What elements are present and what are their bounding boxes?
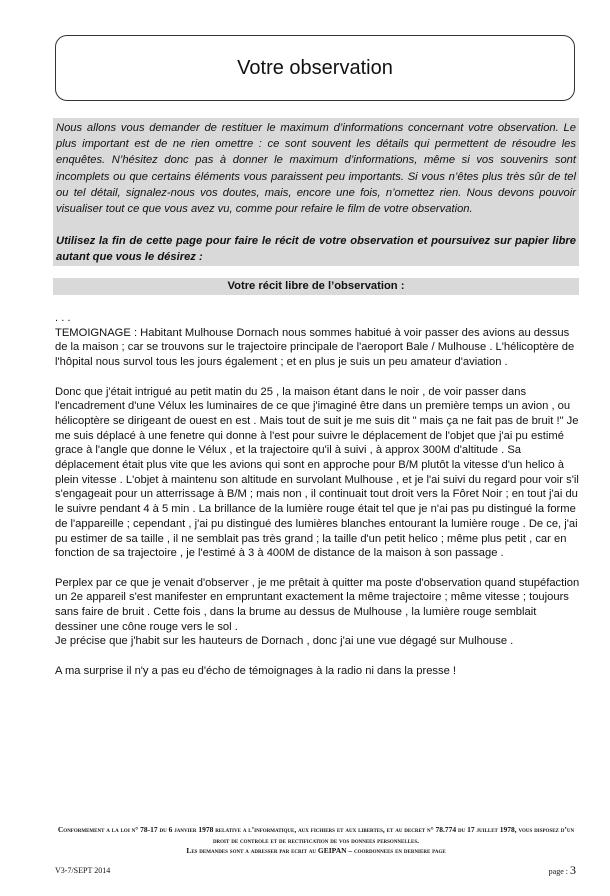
page-title: Votre observation: [55, 35, 575, 101]
section-header: Votre récit libre de l’observation :: [53, 278, 579, 295]
intro-instruction: Utilisez la fin de cette page pour faire le récit de votre observation et poursuivez sur papier libre autant que vous le désirez :: [56, 235, 576, 264]
page-number-value: 3: [570, 863, 576, 877]
page-number: [549, 863, 576, 878]
page-label: page :: [548, 867, 568, 876]
narrative-paragraph-2: Donc que j'était intrigué au petit matin du 25 , la maison étant dans le noir , de voir passer dans l'encadrement d'une Vélux les luminaires de ce que j'imaginé être dans un première temps un avion , ou hélicoptère se dirigeant de ouest en est . Mais tout de suit je me suis dit " mais ça ne fait pas de bruit !" Je me suis déplacé à une fenetre qui donne à l'est pour suivre le déplacement de l'objet que j'ai pu estimé grace à l'angle que donne le Vélux , et la trajectoire qu'il à suivi , à approx 300M d'altitude . Sa déplacement était plus vite que les avions qui sont en approche pour B/M plutôt la vitesse d'un helico à plein vitesse . L'objet à maintenu son altitude en survolant Mulhouse , et je l'ai suivi du regard pour voir s'il s'engageait pour un atterrissage à B/M ; mais non , il continuait tout droit vers la Fôret Noir ; en tout j'ai du le suivre pendant 4 à 5 min . La brillance de la lumière rouge était tel que je n'ai pas pu distingué la forme de l'appareille ; cependant , j'ai pu distingué des lumières blanches entourant la lumière rouge . De ce, j'ai pu estimer de sa taille , il ne semblait pas très grand ; la taille d'un petit helico ; même plus petit , car en fonction de sa trajectoire , je l'estimé à 3 à 400M de distance de la maison à son passage .: [55, 385, 579, 560]
intro-box: [53, 118, 579, 266]
narrative-paragraph-1: . . . TEMOIGNAGE : Habitant Mulhouse Dornach nous sommes habitué à voir passer des avions au dessus de la maison ; car se trouvons sur le trajectoire principale de l'aeroport Bale / Mulhouse . L'hélicoptère de l'hôpital nous survol tous les jours également ; et en plus je suis un peu amateur d'aviation .: [55, 312, 575, 369]
narrative-paragraph-5: A ma surprise il n'y a pas eu d'écho de témoignages à la radio ni dans la presse !: [55, 664, 457, 677]
narrative-paragraph-4: Je précise que j'habit sur les hauteurs de Dornach , donc j'ai une vue dégagé sur Mulhouse .: [55, 635, 514, 648]
legal-notice: [55, 825, 577, 857]
narrative-paragraph-3: Perplex par ce que je venait d'observer , je me prêtait à quitter ma poste d'observation quand stupéfaction un 2e appareil s'est manifester en empruntant exactement la même trajectoire ; même vitesse ; toujours sans faire de bruit . Cette fois , dans la brume au dessus de Mulhouse , la lumière rouge semblait dessiner une cône rouge vers le sol .: [55, 576, 580, 633]
legal-notice-line-1: Conformement a la loi n° 78-17 du 6 janvier 1978 relative a l’informatique, aux fichiers et aux libertes, et au decret n° 78.774 du 17 juillet 1978, vous disposez d’un droit de controle et de rectification de vos donnees personnelles.: [57, 825, 575, 845]
legal-notice-line-2: Les demandes sont a adresser par ecrit au GEIPAN – coordonnees en derniere page: [186, 846, 446, 855]
version-label: V3-7/SEPT 2014: [55, 866, 111, 875]
narrative-text: [55, 311, 581, 693]
intro-paragraph: Nous allons vous demander de restituer le maximum d’informations concernant votre observation. Le plus important est de ne rien omettre : ce sont souvent les détails qui permettent de résoudre les enquêtes. N’hésitez donc pas à donner le maximum d’informations, même si vos souvenirs sont incomplets ou que certains éléments vous paraissent peu importants. Si vous n’êtes plus très sûr de tel ou tel détail, signalez-nous vos doutes, mais, encore une fois, n’omettez rien. Nous devons pouvoir visualiser tout ce que vous avez vu, comme pour refaire le film de votre observation.: [56, 122, 576, 216]
